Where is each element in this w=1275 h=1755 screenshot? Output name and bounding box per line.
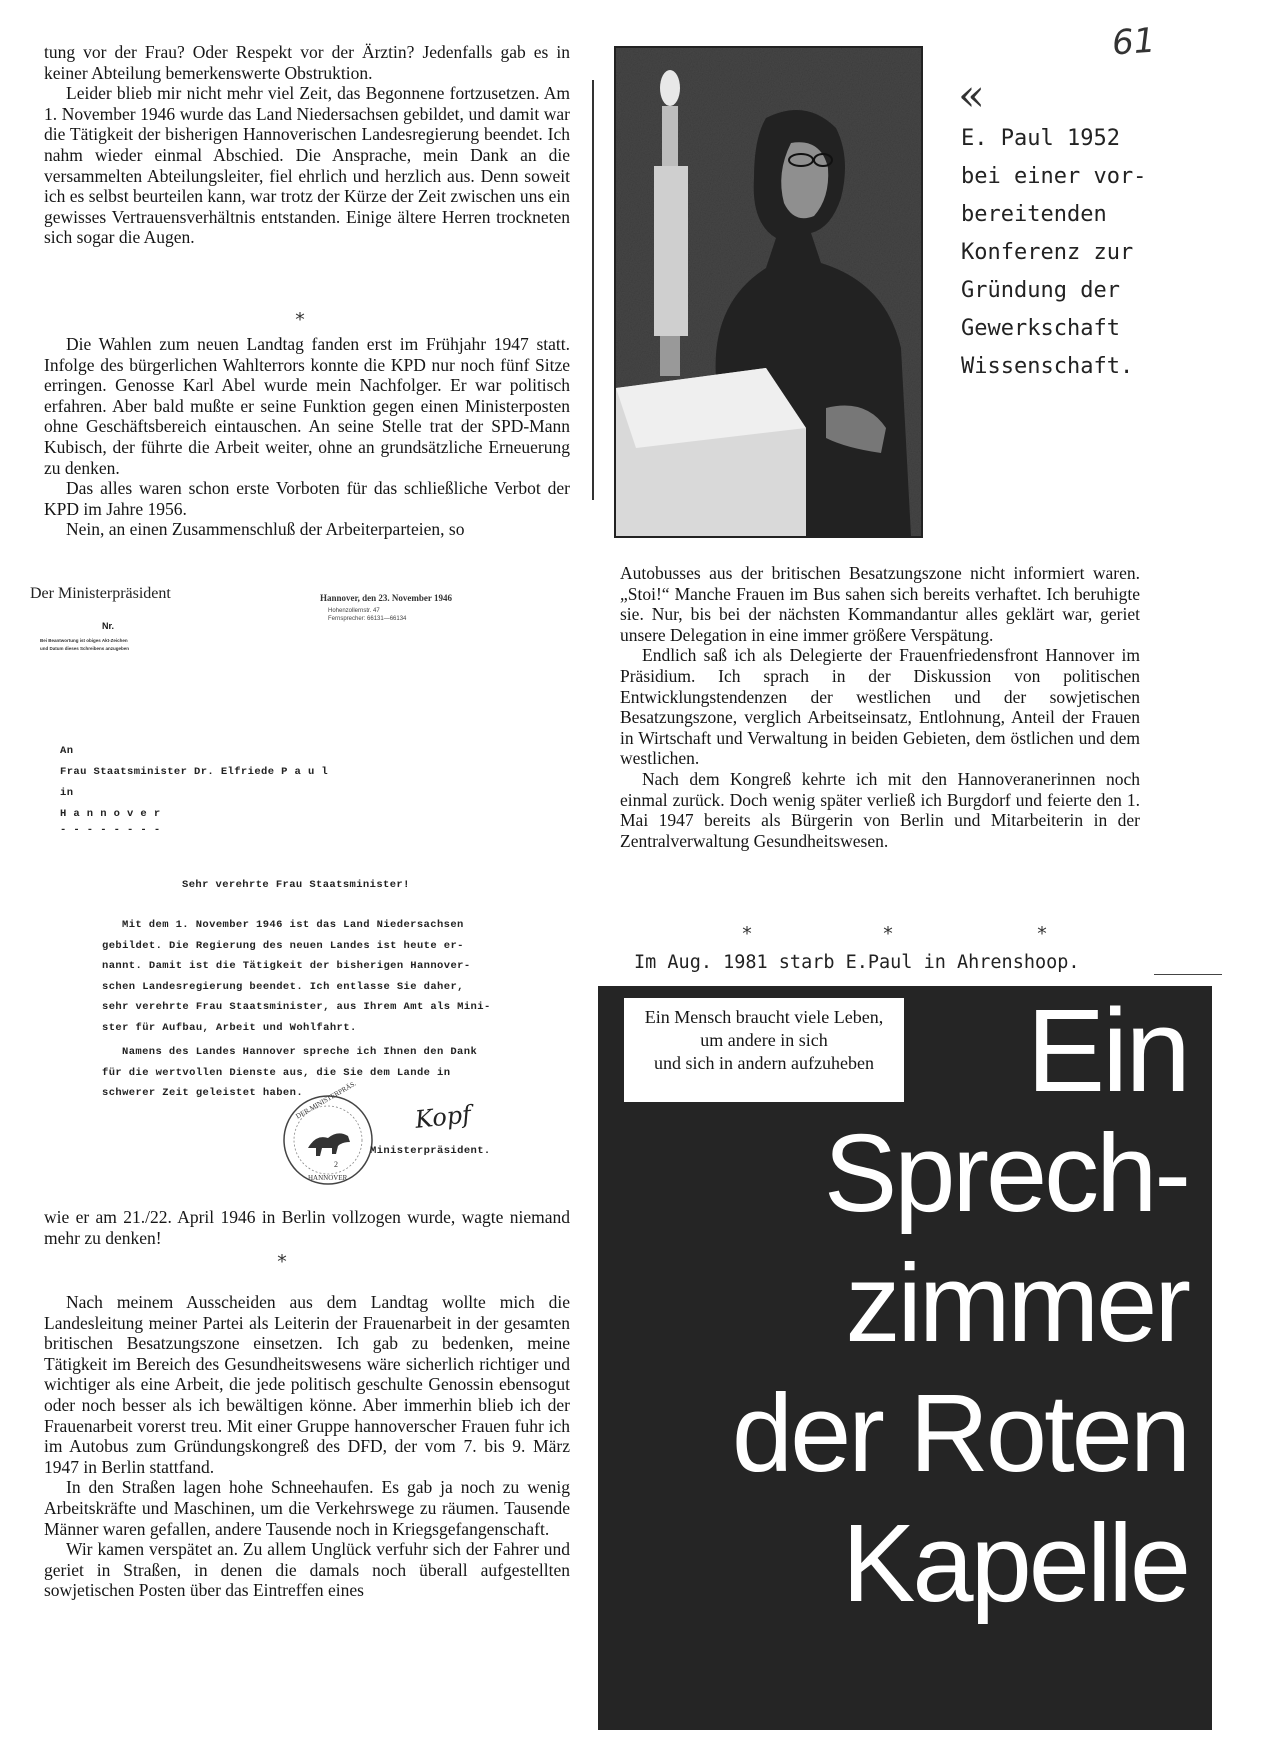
letter-place-date [320,593,452,603]
section-divider-star: * [277,1251,287,1273]
typed-note-underline [1154,974,1222,975]
body-line: sehr verehrte Frau Staatsminister, aus Ihrem Amt als Mini- [102,1001,491,1013]
body-line: ster für Aufbau, Arbeit und Wohlfahrt. [102,1021,357,1034]
headline-line: der Roten [731,1372,1188,1495]
city-underline: - - - - - - - - [60,824,161,836]
letterhead: Der Ministerpräsident [30,585,171,602]
letter-address [328,607,406,623]
caption-line: bei einer vor- [961,164,1147,189]
caption-line: bereitenden [961,202,1107,227]
letter-recipient-block [60,741,328,835]
typed-note: Im Aug. 1981 starb E.Paul in Ahrenshoop. [634,952,1080,973]
letter-salutation: Sehr verehrte Frau Staatsminister! [182,879,410,891]
signatory-title: Ministerpräsident. [370,1145,491,1157]
column-rule [592,80,594,500]
official-seal [278,1079,378,1190]
headline-line: Ein [1026,985,1188,1117]
left-column-top-text [44,42,570,248]
photo-caption [961,120,1146,386]
body-line: gebildet. Die Regierung des neuen Landes ist heute er- [102,939,464,952]
paragraph: wie er am 21./22. April 1946 in Berlin vollzogen wurde, wagte niemand mehr zu denken! [44,1207,570,1248]
page-number: 61 [1110,20,1157,64]
paragraph: Die Wahlen zum neuen Landtag fanden erst im Frühjahr 1947 statt. Infolge des bürgerlichen Wahlterrors konnte die KPD nur noch fünf Sitze erringen. Genosse Karl Abel wurde mein Nachfolger. Er war politisch erfahren. Aber bald mußte er seine Funktion gegen einen Ministerposten ohne Geschäftsbereich eintauschen. An seine Stelle trat der SPD-Mann Kubisch, der führte die Arbeit weiter, ohne an grundsätzliche Erneuerung zu denken. [44,334,570,478]
letter-body [102,915,491,1104]
headline-line: zimmer [845,1242,1188,1365]
caption-line: Wissenschaft. [961,354,1134,379]
body-line: für die wertvollen Dienste aus, die Sie dem Lande in [102,1066,451,1079]
paragraph: Wir kamen verspätet an. Zu allem Unglück verfuhr sich der Fahrer und geriet in Straßen, in denen die damals noch überall aufgestellten sowjetischen Posten über das Eintreffen eines [44,1539,570,1601]
epigraph-line: um andere in sich [700,1030,828,1050]
left-column-bottom-text [44,1292,570,1601]
in-line: in [60,787,74,799]
signature: Kopf [413,1100,473,1134]
paragraph: tung vor der Frau? Oder Respekt vor der Ärztin? Jedenfalls gab es in keiner Abteilung bemerkenswerte Obstruktion. [44,42,570,83]
recipient: Frau Staatsminister Dr. Elfriede P a u l [60,766,329,778]
photo-image [616,48,921,536]
epigraph-line: und sich in andern aufzuheben [654,1053,874,1073]
caption-line: Gewerkschaft [961,316,1120,341]
body-line: Mit dem 1. November 1946 ist das Land Niedersachsen [122,919,464,931]
address-line: Hohenzollernstr. 47 [328,608,380,614]
to-line: An [60,745,74,757]
seal-text-top: DER MINISTERPRÄS. [294,1079,358,1121]
paragraph: Nach meinem Ausscheiden aus dem Landtag wollte mich die Landesleitung meiner Partei als Leiterin der Frauenarbeit in der gesamten britischen Besatzungszone einsetzen. Ich gab zu bedenken, meine Tätigkeit im Bereich des Gesundheitswesens wäre sicherlich richtiger und wichtiger als eine Arbeit, die jede politisch geschulte Genossin ebensogut oder noch besser als ich bewältigen könne. Aber immerhin blieb ich der Frauenarbeit vorerst treu. Mit einer Gruppe hannoverscher Frauen fuhr ich im Autobus zum Gründungskongreß des DFD, der vom 7. bis 9. März 1947 in Berlin stattfand. [44,1292,570,1477]
section-divider-star: * [883,923,893,945]
caption-mark: « [958,70,985,121]
paragraph: In den Straßen lagen hohe Schneehaufen. Es gab ja noch zu wenig Arbeitskräfte und Maschinen, um die Verkehrswege zu räumen. Tausende Männer waren gefallen, andere Tausende noch in Kriegsgefangenschaft. [44,1477,570,1539]
letter-nr: Nr. [102,621,115,631]
letter-small-note [40,637,129,653]
note-line: Bei Beantwortung ist obiges Akt-Zeichen [40,638,128,643]
paragraph: Nein, an einen Zusammenschluß der Arbeiterparteien, so [66,519,465,540]
section-divider-star: * [295,309,305,331]
left-column-mid-text [44,334,570,540]
body-line: nannt. Damit ist die Tätigkeit der bisherigen Hannover- [102,960,471,972]
caption-line: Gründung der [961,278,1120,303]
left-column-after-letter [44,1207,570,1248]
portrait-photo [614,46,923,538]
body-line: Namens des Landes Hannover spreche ich Ihnen den Dank [122,1046,478,1058]
seal-text-bottom: HANNOVER [308,1174,348,1182]
address-line: Fernsprecher: 66131—66134 [328,616,407,622]
body-line: schwerer Zeit geleistet haben. [102,1087,304,1099]
caption-line: Konferenz zur [961,240,1134,265]
body-line: schen Landesregierung beendet. Ich entlasse Sie daher, [102,980,464,993]
section-divider-star: * [1037,923,1047,945]
section-divider-star: * [742,923,752,945]
caption-line: E. Paul 1952 [961,126,1120,151]
paragraph: Endlich saß ich als Delegierte der Frauenfriedensfront Hannover im Präsidium. Ich sprach in der Diskussion von politischen Entwicklungstendenzen der westlichen und der sowjetischen Besatzungszone, verglich Arbeitseinsatz, Entlohnung, Anteil der Frauen in Wirtschaft und Verwaltung in beiden Gebieten, dem östlichen und dem westlichen. [620,645,1140,769]
city: H a n n o v e r [60,808,161,820]
epigraph-line: Ein Mensch braucht viele Leben, [644,1007,884,1027]
note-line: und Datum dieses Schreibens anzugeben [40,646,130,651]
seal-number: 2 [334,1160,338,1169]
paragraph: Leider blieb mir nicht mehr viel Zeit, das Begonnene fortzusetzen. Am 1. November 1946 wurde das Land Niedersachsen gebildet, und damit war die Tätigkeit der bisherigen Hannoverischen Landesregierung beendet. Ich nahm wieder einmal Abschied. Die Ansprache, mein Dank an die versammelten Abteilungsleiter, fiel ehrlich und herzlich aus. Denn soweit ich es selbst beurteilen kann, war trotz der Kürze der Zeit zwischen uns ein gewisses Vertrauensverhältnis entstanden. Einige ältere Herren trockneten sich sogar die Augen. [44,83,570,248]
letter-date: Hannover, den 23. November 1946 [320,593,453,603]
paragraph: Nach dem Kongreß kehrte ich mit den Hannoveranerinnen noch einmal zurück. Doch wenig später verließ ich Burgdorf und feierte den 1. Mai 1947 bereits als Bürgerin von Berlin und Mitarbeiterin in der Zentralverwaltung Gesundheitswesen. [620,768,1140,851]
paragraph: Autobusses aus der britischen Besatzungszone nicht informiert waren. „Stoi!“ Manche Frauen im Bus sahen sich bereits verhaftet. Ich beruhigte sie. Nur, bis bei der nächsten Kommandantur alles geklärt war, geriet unsere Delegation in eine immer größere Verspätung. [620,563,1140,645]
epigraph-box [624,998,904,1102]
headline-line: Sprech- [823,1112,1188,1235]
right-column-text [620,563,1140,851]
letter-facsimile [30,585,590,1205]
paragraph: Das alles waren schon erste Vorboten für das schließliche Verbot der KPD im Jahre 1956. [44,478,570,519]
headline-line: Kapelle [842,1502,1188,1625]
